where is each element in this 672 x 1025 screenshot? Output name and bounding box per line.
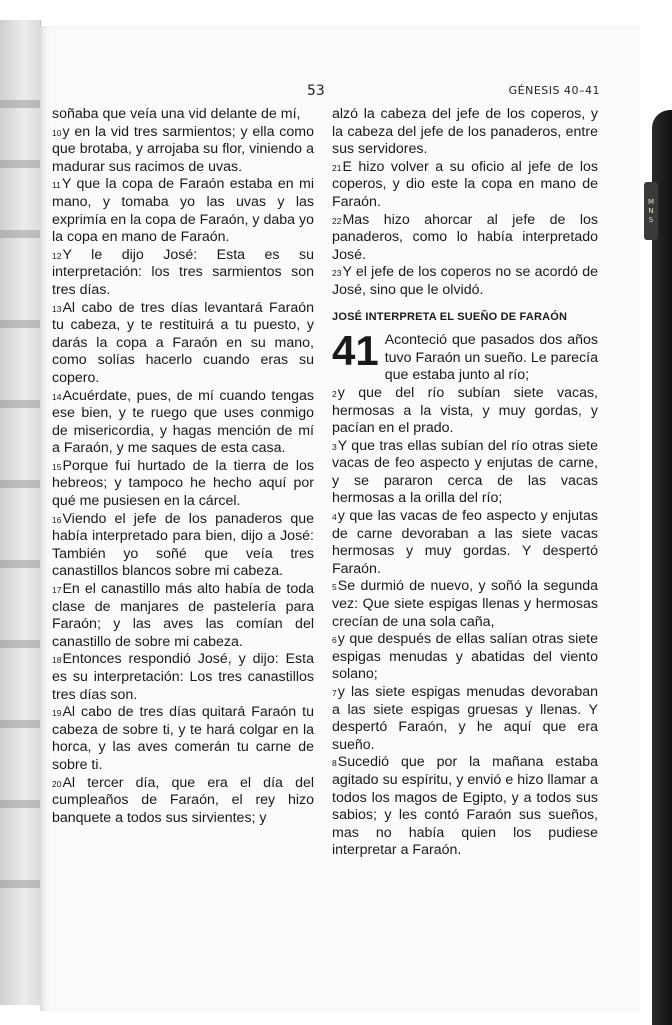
verse-number: 20 (52, 778, 62, 789)
verse-text: y que después de ellas salían otras siete espigas menudas y abatidas del viento solano; (332, 631, 598, 683)
verse-text: Y que la copa de Faraón estaba en mi mano, y tomaba yo las uvas y las exprimía en la copa de Faraón, y daba yo la copa en mano de Faraón. (52, 176, 314, 246)
verse-number: 13 (52, 303, 62, 314)
chapter-number: 41 (332, 327, 379, 375)
verse-text: Al cabo de tres días quitará Faraón tu cabeza de sobre ti, y te hará colgar en la horca, y las aves comerán tu carne de sobre ti. (52, 704, 314, 773)
verse-number: 7 (332, 688, 337, 698)
verse-text: soñaba que veía una vid delante de mí, (52, 106, 301, 122)
verse-text: alzó la cabeza del jefe de los coperos, y la cabeza del jefe de los panaderos, entre sus servidores. (332, 106, 598, 158)
verse-number: 22 (332, 215, 342, 226)
verse-text: Y el jefe de los coperos no se acordó de José, sino que le olvidó. (332, 264, 598, 298)
chapter-opening (332, 327, 598, 385)
verse-number: 10 (52, 127, 62, 138)
verse-number: 17 (52, 585, 62, 596)
verse (52, 581, 314, 651)
verse (52, 300, 314, 388)
verse (52, 124, 314, 177)
chapter-first-verse: Aconteció que pasados dos años tuvo Faraón un sueño. Le parecía que estaba junto al río; (384, 332, 598, 384)
verse-number: 15 (52, 461, 62, 472)
left-column (52, 106, 314, 827)
verse (332, 438, 598, 508)
verse (332, 159, 598, 212)
right-column (332, 106, 598, 860)
verse-text: Y le dijo José: Esta es su interpretación: los tres sarmientos son tres días. (52, 246, 314, 298)
verse-text: y las siete espigas menudas devoraban a las siete espigas gruesas y llenas. Y despertó Faraón, y he aquí que era sueño. (332, 684, 598, 753)
verse-text: Sucedió que por la mañana estaba agitado su espíritu, y envió e hizo llamar a todos los magos de Egipto, y a todos sus sabios; y les contó Faraón sus sueños, mas no había quien los pudiese interpretar a Faraón. (332, 754, 598, 859)
verse (332, 385, 598, 438)
verse-text: Al cabo de tres días levantará Faraón tu cabeza, y te restituirá a tu puesto, y darás la copa a Faraón en su mano, como solías hacerlo cuando eras su copero. (52, 299, 314, 386)
verse (52, 458, 314, 511)
verse (332, 508, 598, 578)
verse-number: 14 (52, 391, 62, 402)
verse (52, 247, 314, 300)
verse-number: 12 (52, 250, 62, 261)
verse-text: Mas hizo ahorcar al jefe de los panaderos, como lo había interpretado José. (332, 211, 598, 263)
verse-number: 19 (52, 708, 62, 719)
verse-text: Viendo el jefe de los panaderos que había interpretado para bien, dijo a José: También yo soñé que veía tres canastillos blancos sobre mi cabeza. (52, 510, 314, 580)
verse (52, 651, 314, 704)
running-header-reference: GÉNESIS 40–41 (508, 84, 600, 97)
verse (332, 578, 598, 631)
verse (332, 106, 598, 159)
thumb-index-tab: M N S (644, 182, 658, 240)
verse-number: 2 (332, 388, 337, 399)
verse (52, 775, 314, 828)
verse-number: 21 (332, 162, 342, 173)
verse-text: Al tercer día, que era el día del cumpleaños de Faraón, el rey hizo banquete a todos sus sirvientes; y (52, 774, 314, 826)
verse-text: Porque fui hurtado de la tierra de los hebreos; y tampoco he hecho aquí por qué me pusiesen en la cárcel. (52, 457, 314, 510)
verse-number: 23 (332, 268, 342, 279)
verse-number: 11 (52, 180, 61, 191)
verse-text: Se durmió de nuevo, y soñó la segunda vez: Que siete espigas llenas y hermosas crecían de una sola caña, (332, 578, 598, 630)
section-title: JOSÉ INTERPRETA EL SUEÑO DE FARAÓN (332, 310, 568, 323)
verse (332, 754, 598, 860)
verse (52, 388, 314, 458)
verse-number: 18 (52, 655, 62, 666)
verse-number: 3 (332, 441, 337, 452)
verse-text: En el canastillo más alto había de toda clase de manjares de pastelería para Faraón; y las aves las comían del canastillo de sobre mi cabeza. (52, 581, 314, 650)
verse-number: 4 (332, 512, 337, 523)
verse-number: 8 (332, 758, 337, 769)
verse-text: Entonces respondió José, y dijo: Esta es su interpretación: Los tres canastillos tres días son. (52, 651, 314, 703)
verse (52, 106, 314, 124)
verse (332, 631, 598, 684)
verse-text: y en la vid tres sarmientos; y ella como que brotaba, y arrojaba su flor, viniendo a madurar sus racimos de uvas. (52, 123, 314, 175)
verse-text: y que del río subían siete vacas, hermosas a la vista, y muy gordas, y pacían en el prado. (332, 384, 598, 437)
page-number: 53 (307, 83, 325, 99)
book-cover-edge (652, 110, 672, 1025)
verse (332, 264, 598, 299)
verse-number: 5 (332, 582, 337, 593)
verse (52, 176, 314, 246)
verse-text: E hizo volver a su oficio al jefe de los coperos, y dio este la copa en mano de Faraón. (332, 158, 598, 210)
verse-text: Y que tras ellas subían del río otras siete vacas de feo aspecto y enjutas de carne, y se pararon cerca de las vacas hermosas a la orilla del río; (332, 437, 598, 507)
verse (52, 511, 314, 581)
verse (52, 704, 314, 774)
verse-number: 16 (52, 514, 62, 525)
verse (332, 212, 598, 265)
verse-text: y que las vacas de feo aspecto y enjutas de carne devoraban a las siete vacas hermosas y muy gordas. Y despertó Faraón. (332, 508, 598, 577)
verse (332, 684, 598, 754)
left-page-edge (0, 20, 41, 1005)
verse-number: 6 (332, 635, 337, 646)
verse-text: Acuérdate, pues, de mí cuando tengas ese bien, y te ruego que uses conmigo de misericordia, y hagas mención de mí a Faraón, y me saques de esta casa. (52, 387, 314, 457)
